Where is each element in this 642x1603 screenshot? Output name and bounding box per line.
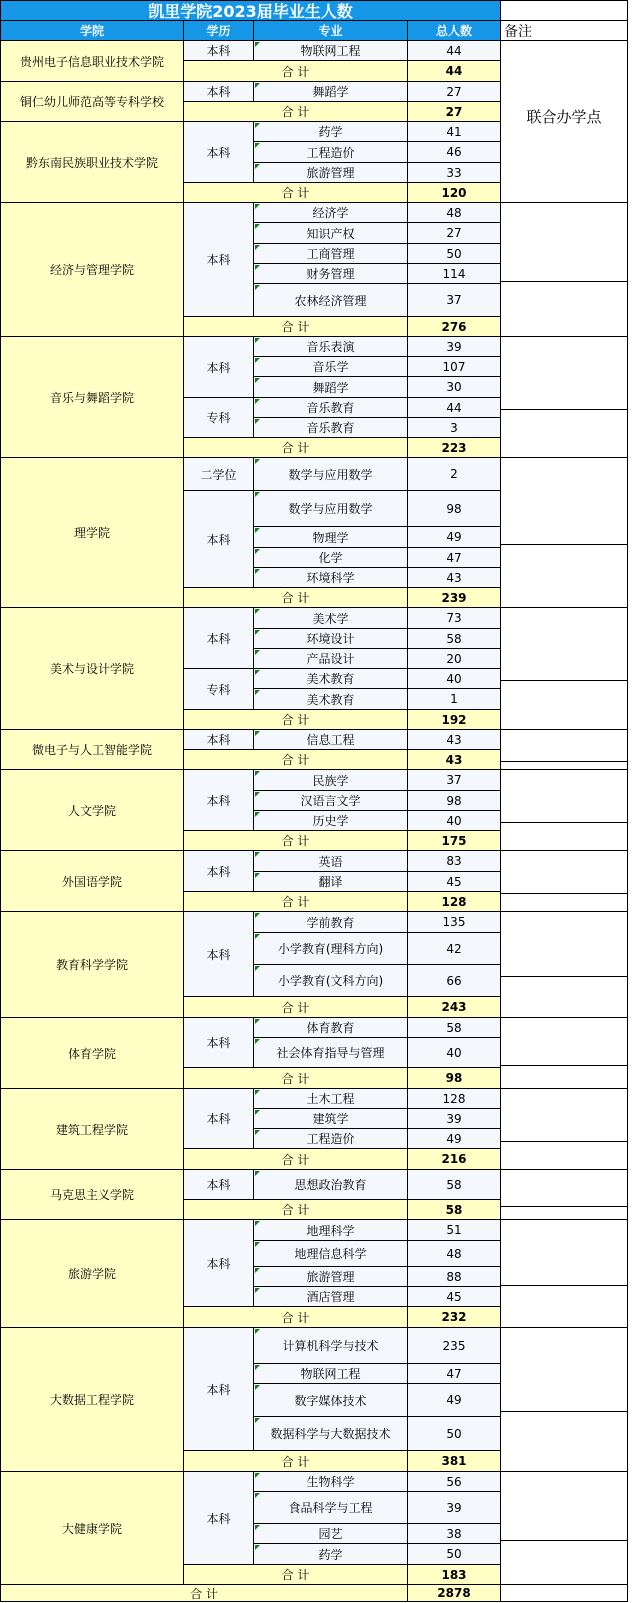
subtotal-count: 98 <box>408 1068 501 1089</box>
degree-cell: 本科 <box>184 1089 254 1149</box>
major-cell: 建筑学 <box>254 1109 408 1129</box>
major-cell: 小学教育(理科方向) <box>254 933 408 965</box>
subtotal-label: 合 计 <box>184 317 408 337</box>
major-cell: 舞蹈学 <box>254 82 408 102</box>
header-degree: 学历 <box>184 21 254 41</box>
subtotal-count: 276 <box>408 317 501 337</box>
major-cell: 数字媒体技术 <box>254 1384 408 1417</box>
header-college: 学院 <box>0 21 184 41</box>
count-cell: 50 <box>408 1417 501 1451</box>
major-cell: 工程造价 <box>254 1129 408 1149</box>
count-cell: 107 <box>408 357 501 377</box>
college-name: 铜仁幼儿师范高等专科学校 <box>0 82 184 122</box>
remark-cell <box>501 977 628 1018</box>
remark-cell <box>501 1170 628 1207</box>
major-cell: 财务管理 <box>254 264 408 284</box>
major-cell: 知识产权 <box>254 223 408 244</box>
college-name: 旅游学院 <box>0 1220 184 1328</box>
count-cell: 40 <box>408 1038 501 1068</box>
subtotal-count: 192 <box>408 710 501 730</box>
major-cell: 园艺 <box>254 1524 408 1544</box>
major-cell: 工程造价 <box>254 142 408 163</box>
degree-cell: 本科 <box>184 608 254 669</box>
subtotal-label: 合 计 <box>184 102 408 122</box>
count-cell: 44 <box>408 41 501 61</box>
count-cell: 41 <box>408 122 501 142</box>
count-cell: 37 <box>408 284 501 317</box>
count-cell: 58 <box>408 629 501 649</box>
major-cell: 数学与应用数学 <box>254 491 408 527</box>
remark-cell <box>501 770 628 823</box>
count-cell: 38 <box>408 1524 501 1544</box>
count-cell: 135 <box>408 912 501 933</box>
count-cell: 98 <box>408 491 501 527</box>
count-cell: 27 <box>408 223 501 244</box>
remark-cell <box>501 1286 628 1328</box>
major-cell: 美术学 <box>254 608 408 629</box>
count-cell: 44 <box>408 398 501 418</box>
count-cell: 1 <box>408 689 501 710</box>
remark-cell <box>501 762 628 770</box>
count-cell: 40 <box>408 669 501 689</box>
degree-cell: 本科 <box>184 82 254 102</box>
count-cell: 20 <box>408 649 501 669</box>
major-cell: 农林经济管理 <box>254 284 408 317</box>
remark-cell <box>501 894 628 912</box>
remark-cell <box>501 851 628 894</box>
major-cell: 美术教育 <box>254 689 408 710</box>
count-cell: 50 <box>408 244 501 264</box>
remark-cell <box>501 545 628 608</box>
count-cell: 45 <box>408 872 501 892</box>
remark-cell <box>501 1018 628 1066</box>
count-cell: 49 <box>408 1384 501 1417</box>
count-cell: 50 <box>408 1544 501 1565</box>
remark-cell <box>501 1089 628 1142</box>
remark-cell <box>501 458 628 545</box>
major-cell: 信息工程 <box>254 730 408 750</box>
header-major: 专业 <box>254 21 408 41</box>
subtotal-count: 243 <box>408 997 501 1018</box>
sheet-title: 凯里学院2023届毕业生人数 <box>0 0 501 21</box>
count-cell: 235 <box>408 1328 501 1364</box>
major-cell: 土木工程 <box>254 1089 408 1109</box>
count-cell: 33 <box>408 163 501 183</box>
subtotal-count: 58 <box>408 1200 501 1220</box>
major-cell: 物联网工程 <box>254 1364 408 1384</box>
header-total: 总人数 <box>408 21 501 41</box>
count-cell: 27 <box>408 82 501 102</box>
subtotal-label: 合 计 <box>184 997 408 1018</box>
major-cell: 旅游管理 <box>254 1267 408 1287</box>
major-cell: 计算机科学与技术 <box>254 1328 408 1364</box>
college-name: 经济与管理学院 <box>0 203 184 337</box>
degree-cell: 专科 <box>184 669 254 710</box>
subtotal-count: 216 <box>408 1149 501 1170</box>
subtotal-label: 合 计 <box>184 183 408 203</box>
count-cell: 39 <box>408 1492 501 1524</box>
subtotal-count: 223 <box>408 438 501 458</box>
remark-cell <box>501 1472 628 1541</box>
subtotal-label: 合 计 <box>184 892 408 912</box>
college-name: 大数据工程学院 <box>0 1328 184 1472</box>
subtotal-count: 43 <box>408 750 501 770</box>
major-cell: 地理信息科学 <box>254 1241 408 1267</box>
degree-cell: 本科 <box>184 1220 254 1307</box>
degree-cell: 本科 <box>184 1328 254 1451</box>
degree-cell: 本科 <box>184 851 254 892</box>
major-cell: 物联网工程 <box>254 41 408 61</box>
subtotal-label: 合 计 <box>184 1068 408 1089</box>
count-cell: 43 <box>408 568 501 588</box>
count-cell: 114 <box>408 264 501 284</box>
major-cell: 旅游管理 <box>254 163 408 183</box>
remark-cell <box>501 730 628 762</box>
count-cell: 48 <box>408 203 501 223</box>
major-cell: 食品科学与工程 <box>254 1492 408 1524</box>
major-cell: 舞蹈学 <box>254 377 408 398</box>
remark-cell <box>501 1207 628 1220</box>
remark-cell <box>501 1412 628 1472</box>
major-cell: 环境科学 <box>254 568 408 588</box>
college-name: 马克思主义学院 <box>0 1170 184 1220</box>
count-cell: 98 <box>408 791 501 811</box>
college-name: 大健康学院 <box>0 1472 184 1585</box>
remark-joint-program: 联合办学点 <box>501 41 628 203</box>
count-cell: 47 <box>408 1364 501 1384</box>
count-cell: 37 <box>408 770 501 791</box>
degree-cell: 本科 <box>184 730 254 750</box>
college-name: 外国语学院 <box>0 851 184 912</box>
degree-cell: 本科 <box>184 41 254 61</box>
major-cell: 药学 <box>254 1544 408 1565</box>
degree-cell: 专科 <box>184 398 254 438</box>
remark-cell <box>501 912 628 977</box>
subtotal-label: 合 计 <box>184 831 408 851</box>
subtotal-count: 183 <box>408 1565 501 1585</box>
subtotal-count: 27 <box>408 102 501 122</box>
remark-cell <box>501 1585 628 1602</box>
major-cell: 民族学 <box>254 770 408 791</box>
major-cell: 音乐教育 <box>254 418 408 438</box>
count-cell: 48 <box>408 1241 501 1267</box>
remark-cell <box>501 823 628 851</box>
count-cell: 83 <box>408 851 501 872</box>
subtotal-count: 120 <box>408 183 501 203</box>
remark-cell <box>501 608 628 681</box>
major-cell: 药学 <box>254 122 408 142</box>
count-cell: 30 <box>408 377 501 398</box>
degree-cell: 本科 <box>184 770 254 831</box>
subtotal-label: 合 计 <box>184 1565 408 1585</box>
degree-cell: 本科 <box>184 1472 254 1565</box>
major-cell: 翻译 <box>254 872 408 892</box>
college-name: 黔东南民族职业技术学院 <box>0 122 184 203</box>
remark-cell <box>501 1066 628 1089</box>
count-cell: 73 <box>408 608 501 629</box>
major-cell: 小学教育(文科方向) <box>254 965 408 997</box>
major-cell: 英语 <box>254 851 408 872</box>
college-name: 人文学院 <box>0 770 184 851</box>
major-cell: 酒店管理 <box>254 1287 408 1307</box>
remark-cell <box>501 1142 628 1170</box>
major-cell: 美术教育 <box>254 669 408 689</box>
count-cell: 58 <box>408 1170 501 1200</box>
major-cell: 学前教育 <box>254 912 408 933</box>
count-cell: 88 <box>408 1267 501 1287</box>
college-name: 美术与设计学院 <box>0 608 184 730</box>
subtotal-count: 381 <box>408 1451 501 1472</box>
college-name: 教育科学学院 <box>0 912 184 1018</box>
major-cell: 社会体育指导与管理 <box>254 1038 408 1068</box>
count-cell: 128 <box>408 1089 501 1109</box>
degree-cell: 本科 <box>184 203 254 317</box>
major-cell: 思想政治教育 <box>254 1170 408 1200</box>
subtotal-label: 合 计 <box>184 1200 408 1220</box>
major-cell: 音乐学 <box>254 357 408 377</box>
degree-cell: 本科 <box>184 1018 254 1068</box>
count-cell: 49 <box>408 1129 501 1149</box>
remark-cell <box>501 1541 628 1585</box>
major-cell: 体育教育 <box>254 1018 408 1038</box>
grand-total-label: 合 计 <box>0 1585 408 1602</box>
major-cell: 地理科学 <box>254 1220 408 1241</box>
degree-cell: 本科 <box>184 1170 254 1200</box>
count-cell: 49 <box>408 527 501 548</box>
major-cell: 经济学 <box>254 203 408 223</box>
degree-cell: 本科 <box>184 337 254 398</box>
college-name: 微电子与人工智能学院 <box>0 730 184 770</box>
degree-cell: 本科 <box>184 122 254 183</box>
subtotal-label: 合 计 <box>184 61 408 82</box>
college-name: 体育学院 <box>0 1018 184 1089</box>
remark-cell <box>501 282 628 337</box>
major-cell: 音乐教育 <box>254 398 408 418</box>
major-cell: 历史学 <box>254 811 408 831</box>
remark-cell <box>501 1220 628 1286</box>
subtotal-count: 239 <box>408 588 501 608</box>
grand-total-count: 2878 <box>408 1585 501 1602</box>
count-cell: 2 <box>408 458 501 491</box>
remark-cell <box>501 1328 628 1412</box>
subtotal-count: 44 <box>408 61 501 82</box>
subtotal-count: 128 <box>408 892 501 912</box>
college-name: 音乐与舞蹈学院 <box>0 337 184 458</box>
count-cell: 3 <box>408 418 501 438</box>
major-cell: 数据科学与大数据技术 <box>254 1417 408 1451</box>
count-cell: 45 <box>408 1287 501 1307</box>
college-name: 贵州电子信息职业技术学院 <box>0 41 184 82</box>
count-cell: 39 <box>408 1109 501 1129</box>
remark-cell <box>501 681 628 730</box>
major-cell: 化学 <box>254 548 408 568</box>
major-cell: 物理学 <box>254 527 408 548</box>
count-cell: 66 <box>408 965 501 997</box>
subtotal-count: 232 <box>408 1307 501 1328</box>
count-cell: 40 <box>408 811 501 831</box>
count-cell: 56 <box>408 1472 501 1492</box>
count-cell: 46 <box>408 142 501 163</box>
header-remark: 备注 <box>501 21 628 41</box>
subtotal-label: 合 计 <box>184 1451 408 1472</box>
subtotal-label: 合 计 <box>184 438 408 458</box>
degree-cell: 二学位 <box>184 458 254 491</box>
major-cell: 环境设计 <box>254 629 408 649</box>
remark-top <box>501 0 628 21</box>
degree-cell: 本科 <box>184 912 254 997</box>
subtotal-label: 合 计 <box>184 710 408 730</box>
count-cell: 39 <box>408 337 501 357</box>
college-name: 理学院 <box>0 458 184 608</box>
college-name: 建筑工程学院 <box>0 1089 184 1170</box>
subtotal-label: 合 计 <box>184 1307 408 1328</box>
major-cell: 工商管理 <box>254 244 408 264</box>
subtotal-label: 合 计 <box>184 588 408 608</box>
major-cell: 产品设计 <box>254 649 408 669</box>
remark-cell <box>501 337 628 410</box>
count-cell: 43 <box>408 730 501 750</box>
count-cell: 51 <box>408 1220 501 1241</box>
major-cell: 生物科学 <box>254 1472 408 1492</box>
count-cell: 58 <box>408 1018 501 1038</box>
major-cell: 音乐表演 <box>254 337 408 357</box>
major-cell: 汉语言文学 <box>254 791 408 811</box>
count-cell: 42 <box>408 933 501 965</box>
subtotal-label: 合 计 <box>184 1149 408 1170</box>
subtotal-label: 合 计 <box>184 750 408 770</box>
remark-cell <box>501 410 628 458</box>
subtotal-count: 175 <box>408 831 501 851</box>
degree-cell: 本科 <box>184 491 254 588</box>
count-cell: 47 <box>408 548 501 568</box>
remark-cell <box>501 203 628 282</box>
major-cell: 数学与应用数学 <box>254 458 408 491</box>
